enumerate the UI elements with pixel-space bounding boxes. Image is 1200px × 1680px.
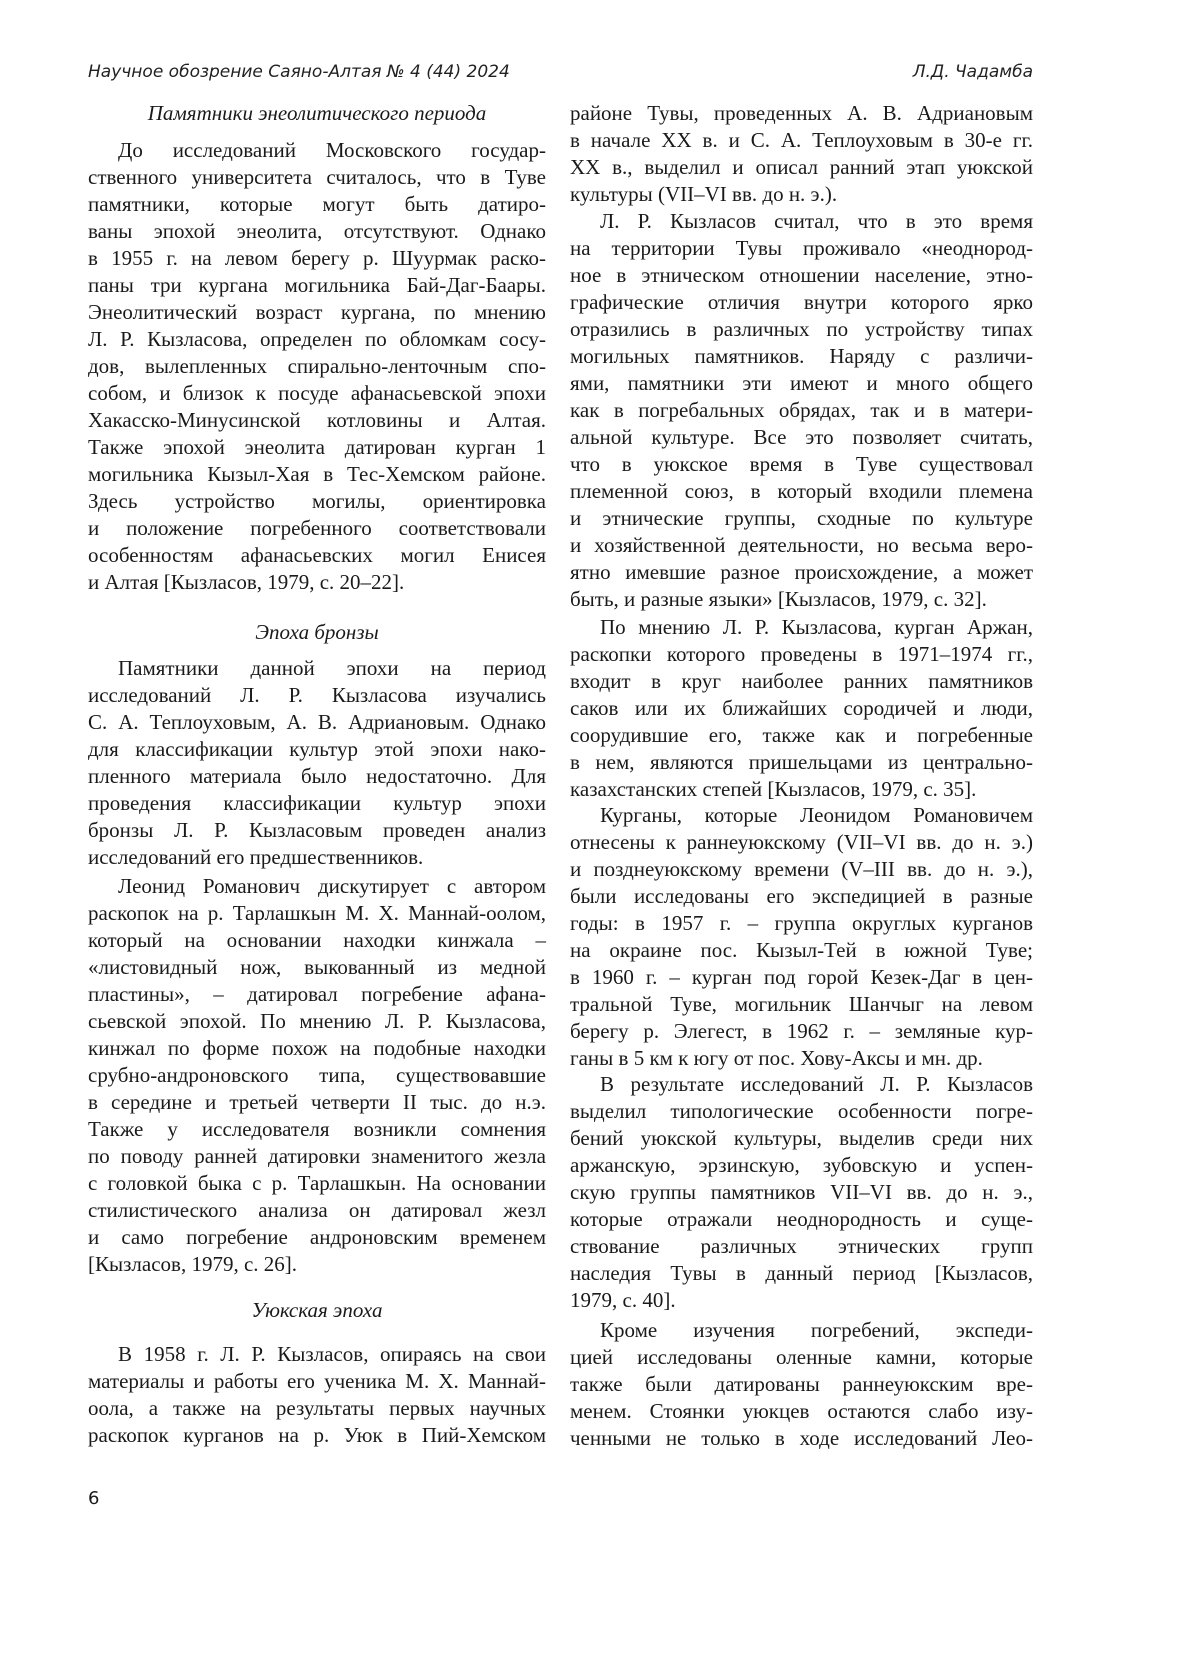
text-line: Уюкская эпоха bbox=[88, 1297, 546, 1324]
text-line: соорудившие его, также как и погребенные bbox=[570, 722, 1033, 749]
text-line: на территории Тувы проживало «неоднород- bbox=[570, 235, 1033, 262]
text-line: памятники, которые могут быть датиро- bbox=[88, 191, 546, 218]
text-line: входит в круг наиболее ранних памятников bbox=[570, 668, 1033, 695]
text-line: в середине и третьей четверти II тыс. до н.э. bbox=[88, 1089, 546, 1116]
text-line: 1979, с. 40]. bbox=[570, 1287, 1033, 1314]
text-line: также были датированы раннеуюкским вре- bbox=[570, 1371, 1033, 1398]
text-line: и Алтая [Кызласов, 1979, с. 20–22]. bbox=[88, 569, 546, 596]
paragraph bbox=[570, 100, 1033, 208]
paragraph bbox=[88, 655, 546, 871]
text-line: цией исследованы оленные камни, которые bbox=[570, 1344, 1033, 1371]
text-line: пленного материала было недостаточно. Для bbox=[88, 763, 546, 790]
paragraph bbox=[88, 137, 546, 596]
paragraph bbox=[88, 873, 546, 1278]
text-line: отнесены к раннеуюкскому (VII–VI вв. до н. э.) bbox=[570, 829, 1033, 856]
text-line: и хозяйственной деятельности, но весьма веро- bbox=[570, 532, 1033, 559]
text-line: ное в этническом отношении население, этно- bbox=[570, 262, 1033, 289]
text-line: дов, вылепленных спирально-ленточным спо- bbox=[88, 353, 546, 380]
text-line: с головкой быка с р. Тарлашкын. На основании bbox=[88, 1170, 546, 1197]
text-line: выделил типологические особенности погре- bbox=[570, 1098, 1033, 1125]
text-line: которые отражали неоднородность и суще- bbox=[570, 1206, 1033, 1233]
section-heading bbox=[88, 1297, 546, 1324]
text-line: проведения классификации культур эпохи bbox=[88, 790, 546, 817]
text-line: До исследований Московского государ- bbox=[88, 137, 546, 164]
text-line: быть, и разные языки» [Кызласов, 1979, с. 32]. bbox=[570, 586, 1033, 613]
text-line: С. А. Теплоуховым, А. В. Адриановым. Однако bbox=[88, 709, 546, 736]
text-line: в 1960 г. – курган под горой Кезек-Даг в цен- bbox=[570, 964, 1033, 991]
text-line: для классификации культур этой эпохи нако- bbox=[88, 736, 546, 763]
text-line: пластины», – датировал погребение афана- bbox=[88, 981, 546, 1008]
text-line: собом, и близок к посуде афанасьевской эпохи bbox=[88, 380, 546, 407]
text-line: Л. Р. Кызласова, определен по обломкам сосу- bbox=[88, 326, 546, 353]
text-line: в 1955 г. на левом берегу р. Шуурмак раско- bbox=[88, 245, 546, 272]
text-line: казахстанских степей [Кызласов, 1979, с. 35]. bbox=[570, 776, 1033, 803]
text-line: как в погребальных обрядах, так и в матери- bbox=[570, 397, 1033, 424]
paragraph bbox=[570, 208, 1033, 613]
text-line: ями, памятники эти имеют и много общего bbox=[570, 370, 1033, 397]
text-line: что в уюкское время в Туве существовал bbox=[570, 451, 1033, 478]
text-line: «листовидный нож, выкованный из медной bbox=[88, 954, 546, 981]
running-header-author: Л.Д. Чадамба bbox=[913, 62, 1033, 82]
text-line: Также у исследователя возникли сомнения bbox=[88, 1116, 546, 1143]
text-line: Кроме изучения погребений, экспеди- bbox=[570, 1317, 1033, 1344]
text-line: берегу р. Элегест, в 1962 г. – земляные кур- bbox=[570, 1018, 1033, 1045]
text-line: материалы и работы его ученика М. Х. Маннай- bbox=[88, 1368, 546, 1395]
text-line: саков или их ближайших сородичей и люди, bbox=[570, 695, 1033, 722]
text-line: кинжал по форме похож на подобные находки bbox=[88, 1035, 546, 1062]
paragraph bbox=[570, 1071, 1033, 1314]
text-line: В результате исследований Л. Р. Кызласов bbox=[570, 1071, 1033, 1098]
text-line: в нем, являются пришельцами из центрально- bbox=[570, 749, 1033, 776]
text-line: исследований Л. Р. Кызласова изучались bbox=[88, 682, 546, 709]
text-line: наследия Тувы в данный период [Кызласов, bbox=[570, 1260, 1033, 1287]
text-line: раскопок на р. Тарлашкын М. Х. Маннай-оолом, bbox=[88, 900, 546, 927]
text-line: и этнические группы, сходные по культуре bbox=[570, 505, 1033, 532]
text-line: Здесь устройство могилы, ориентировка bbox=[88, 488, 546, 515]
text-line: и позднеуюкскому времени (V–III вв. до н. э.), bbox=[570, 856, 1033, 883]
text-line: менем. Стоянки уюкцев остаются слабо изу- bbox=[570, 1398, 1033, 1425]
text-line: ченными не только в ходе исследований Лео- bbox=[570, 1425, 1033, 1452]
text-line: оола, а также на результаты первых научных bbox=[88, 1395, 546, 1422]
text-line: исследований его предшественников. bbox=[88, 844, 546, 871]
text-line: в начале XX в. и С. А. Теплоуховым в 30-е гг. bbox=[570, 127, 1033, 154]
text-line: Л. Р. Кызласов считал, что в это время bbox=[570, 208, 1033, 235]
paragraph bbox=[570, 614, 1033, 803]
section-heading bbox=[88, 619, 546, 646]
paragraph bbox=[570, 802, 1033, 1072]
paragraph bbox=[570, 1317, 1033, 1452]
text-line: Энеолитический возраст кургана, по мнению bbox=[88, 299, 546, 326]
text-line: стилистического анализа он датировал жезл bbox=[88, 1197, 546, 1224]
text-line: альной культуре. Все это позволяет считать, bbox=[570, 424, 1033, 451]
text-line: срубно-андроновского типа, существовавшие bbox=[88, 1062, 546, 1089]
text-line: XX в., выделил и описал ранний этап уюкской bbox=[570, 154, 1033, 181]
text-line: Хакасско-Минусинской котловины и Алтая. bbox=[88, 407, 546, 434]
text-line: особенностям афанасьевских могил Енисея bbox=[88, 542, 546, 569]
running-header-journal: Научное обозрение Саяно-Алтая № 4 (44) 2024 bbox=[88, 62, 510, 82]
text-line: ствование различных этнических групп bbox=[570, 1233, 1033, 1260]
text-line: были исследованы его экспедицией в разные bbox=[570, 883, 1033, 910]
text-line: Памятники данной эпохи на период bbox=[88, 655, 546, 682]
text-line: культуры (VII–VI вв. до н. э.). bbox=[570, 181, 1033, 208]
text-line: бений уюкской культуры, выделив среди них bbox=[570, 1125, 1033, 1152]
text-line: годы: в 1957 г. – группа округлых курганов bbox=[570, 910, 1033, 937]
text-line: паны три кургана могильника Бай-Даг-Баары. bbox=[88, 272, 546, 299]
text-line: могильника Кызыл-Хая в Тес-Хемском районе. bbox=[88, 461, 546, 488]
text-line: ваны эпохой энеолита, отсутствуют. Однако bbox=[88, 218, 546, 245]
text-line: Леонид Романович дискутирует с автором bbox=[88, 873, 546, 900]
text-line: аржанскую, эрзинскую, зубовскую и успен- bbox=[570, 1152, 1033, 1179]
text-line: который на основании находки кинжала – bbox=[88, 927, 546, 954]
text-line: раскопок курганов на р. Уюк в Пий-Хемском bbox=[88, 1422, 546, 1449]
text-line: По мнению Л. Р. Кызласова, курган Аржан, bbox=[570, 614, 1033, 641]
text-line: и само погребение андроновским временем bbox=[88, 1224, 546, 1251]
text-line: могильных памятников. Наряду с различи- bbox=[570, 343, 1033, 370]
text-line: графические отличия внутри которого ярко bbox=[570, 289, 1033, 316]
text-line: сьевской эпохой. По мнению Л. Р. Кызласова, bbox=[88, 1008, 546, 1035]
text-line: на окраине пос. Кызыл-Тей в южной Туве; bbox=[570, 937, 1033, 964]
text-line: ятно имевшие разное происхождение, а может bbox=[570, 559, 1033, 586]
section-heading bbox=[88, 100, 546, 127]
paragraph bbox=[88, 1341, 546, 1449]
page-number: 6 bbox=[88, 1488, 99, 1509]
text-line: районе Тувы, проведенных А. В. Адриановым bbox=[570, 100, 1033, 127]
text-line: ственного университета считалось, что в Туве bbox=[88, 164, 546, 191]
text-line: племенной союз, в который входили племена bbox=[570, 478, 1033, 505]
text-line: отразились в различных по устройству типах bbox=[570, 316, 1033, 343]
text-line: В 1958 г. Л. Р. Кызласов, опираясь на свои bbox=[88, 1341, 546, 1368]
text-line: Курганы, которые Леонидом Романовичем bbox=[570, 802, 1033, 829]
text-line: раскопки которого проведены в 1971–1974 гг., bbox=[570, 641, 1033, 668]
text-line: ганы в 5 км к югу от пос. Хову-Аксы и мн. др. bbox=[570, 1045, 1033, 1072]
text-line: по поводу ранней датировки знаменитого жезла bbox=[88, 1143, 546, 1170]
text-line: скую группы памятников VII–VI вв. до н. э., bbox=[570, 1179, 1033, 1206]
text-line: [Кызласов, 1979, с. 26]. bbox=[88, 1251, 546, 1278]
text-line: Памятники энеолитического периода bbox=[88, 100, 546, 127]
text-line: бронзы Л. Р. Кызласовым проведен анализ bbox=[88, 817, 546, 844]
text-line: и положение погребенного соответствовали bbox=[88, 515, 546, 542]
text-line: Эпоха бронзы bbox=[88, 619, 546, 646]
text-line: Также эпохой энеолита датирован курган 1 bbox=[88, 434, 546, 461]
text-line: тральной Туве, могильник Шанчыг на левом bbox=[570, 991, 1033, 1018]
